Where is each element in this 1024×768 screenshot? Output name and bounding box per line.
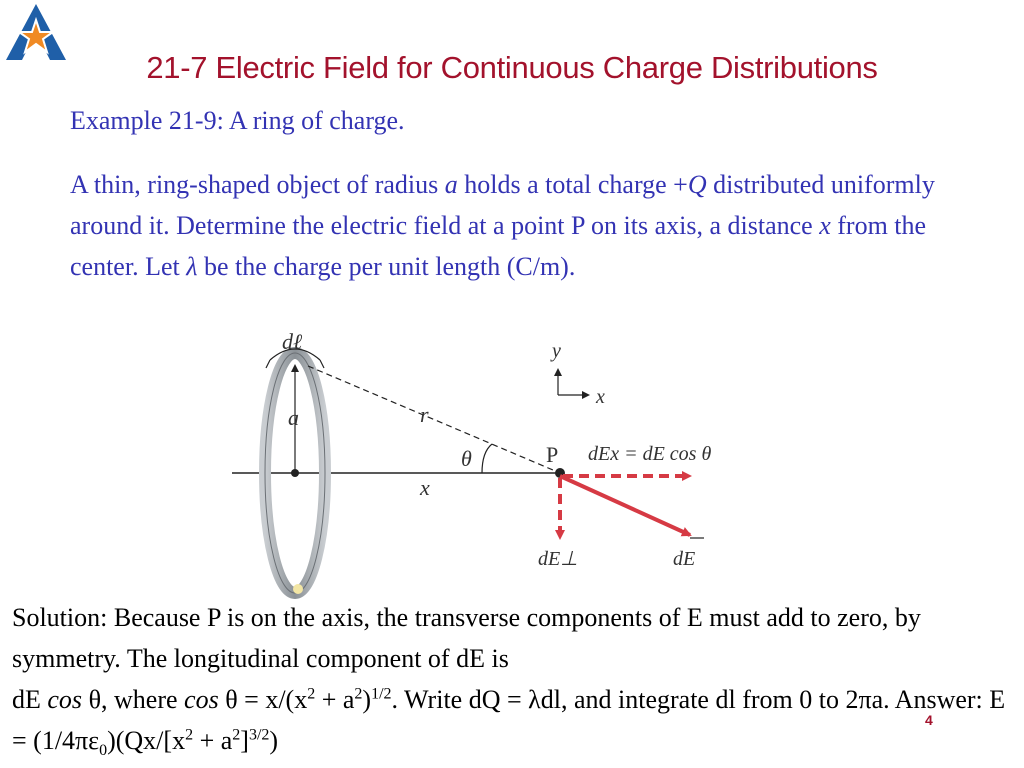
theta-label: θ xyxy=(461,446,472,471)
solution-part: ) xyxy=(269,726,279,755)
dl-label: dℓ xyxy=(282,330,303,354)
solution-part: θ = x/(x xyxy=(218,685,308,714)
dE-label: dE xyxy=(673,548,696,570)
superscript: 2 xyxy=(232,726,241,744)
cos-term: cos xyxy=(47,685,83,714)
r-label: r xyxy=(420,402,429,427)
page-number: 4 xyxy=(925,712,933,728)
subscript: 0 xyxy=(99,742,108,760)
dE-arrow xyxy=(560,476,690,535)
axis-x-label: x xyxy=(596,386,605,408)
var-Q: Q xyxy=(687,170,707,199)
var-lambda: λ xyxy=(186,252,198,281)
superscript: 2 xyxy=(354,685,363,703)
problem-text-5: be the charge per unit length (C/m). xyxy=(197,252,576,281)
superscript: 2 xyxy=(185,726,194,744)
problem-text-4: from the center. Let xyxy=(70,211,927,281)
example-heading: Example 21-9: A ring of charge. xyxy=(70,106,405,135)
axis-y-label: y xyxy=(552,340,561,362)
problem-text-2: holds a total charge + xyxy=(457,170,688,199)
point-P-label: P xyxy=(546,442,559,467)
superscript: 3/2 xyxy=(248,726,270,744)
slide-title: 21-7 Electric Field for Continuous Charge Distributions xyxy=(146,50,878,85)
solution-part: + a xyxy=(315,685,355,714)
solution-text xyxy=(12,597,1017,761)
solution-part: + a xyxy=(193,726,233,755)
solution-part: ] xyxy=(240,726,249,755)
distance-x-label: x xyxy=(420,475,430,500)
solution-part: )(Qx/[x xyxy=(107,726,186,755)
solution-part: ) xyxy=(362,685,372,714)
ring-center xyxy=(291,469,299,477)
charge-element-marker xyxy=(293,584,303,594)
var-x: x xyxy=(819,211,831,240)
radius-label: a xyxy=(288,405,299,430)
solution-line-1: Solution: Because P is on the axis, the transverse components of E must add to zero, by symmetry. The longitudinal component of dE is xyxy=(12,603,921,673)
r-line xyxy=(308,366,560,473)
dEperp-label: dE⊥ xyxy=(538,548,578,570)
ring-charge-diagram xyxy=(220,330,780,600)
solution-part: dE xyxy=(12,685,48,714)
problem-text-3: distributed uniformly around it. Determine the electric field at a point P on its axis, a distance xyxy=(70,170,935,240)
problem-statement xyxy=(70,164,970,287)
problem-text-1: A thin, ring-shaped object of radius xyxy=(70,170,445,199)
solution-part: θ, where xyxy=(82,685,185,714)
cos-term: cos xyxy=(184,685,219,714)
dEx-label: dEx = dE cos θ xyxy=(588,443,712,465)
var-a: a xyxy=(444,170,458,199)
superscript: 1/2 xyxy=(371,685,392,703)
superscript: 2 xyxy=(307,685,316,703)
solution-part: . Write dQ = λdl, and integrate dl from 0 to 2πa. Answer: E = (1/4πε xyxy=(12,685,1006,755)
